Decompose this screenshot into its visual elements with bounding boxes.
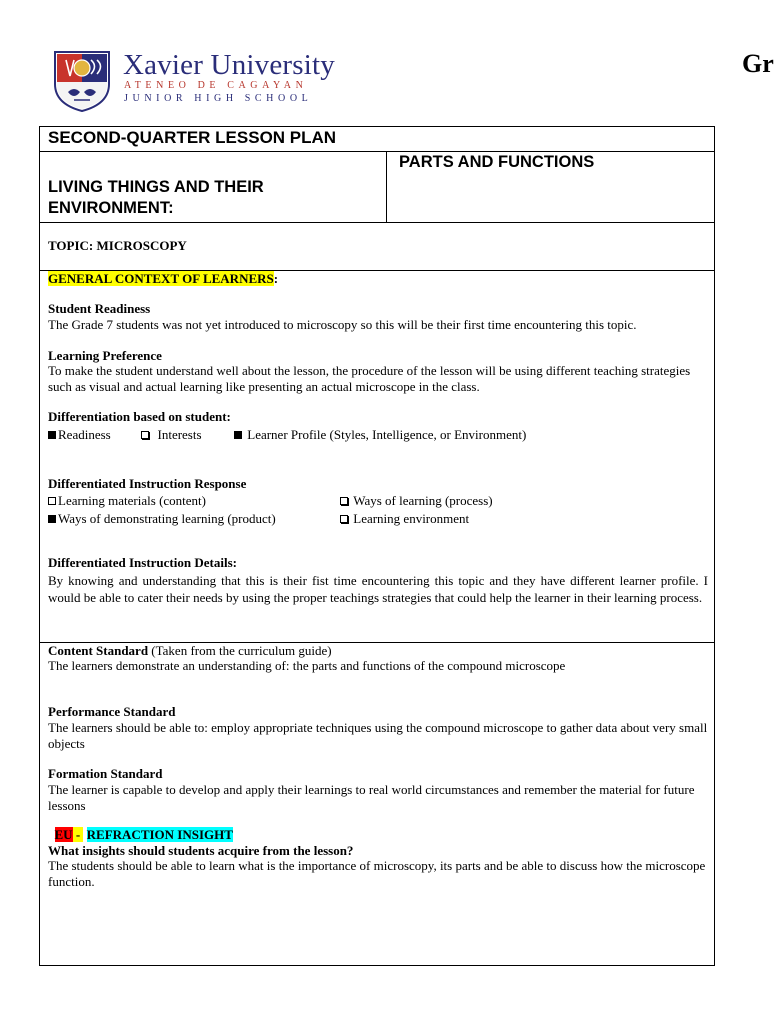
university-name: Xavier University <box>123 49 335 81</box>
details-text: By knowing and understanding that this is their fist time encountering this topic and they have different learner profile. I would be able to cater their needs by using the proper teachings strategies that could help the learner in their learning process. <box>48 573 708 605</box>
topic-label: TOPIC: MICROSCOPY <box>48 238 187 253</box>
differentiation-heading: Differentiation based on student: <box>48 409 231 424</box>
university-seal-icon <box>52 50 112 112</box>
response-option-learning-materials[interactable]: Learning materials (content) <box>48 493 206 509</box>
content-standard-heading: Content Standard (Taken from the curriculum guide) <box>48 643 332 658</box>
page-header <box>0 0 774 125</box>
corner-heading: Gr <box>742 49 774 78</box>
eu-heading <box>48 827 708 843</box>
learners-heading-colon: : <box>273 271 279 286</box>
formation-standard-text: The learner is capable to develop and apply their learnings to real world circumstances and remember the material for future lessons <box>48 782 695 813</box>
content-standard-text: The learners demonstrate an understanding of: the parts and functions of the compound microscope <box>48 658 566 673</box>
preference-text: To make the student understand well about the lesson, the procedure of the lesson will be using different teaching strategies such as visual and actual learning like presenting an actual microscope in the class. <box>48 363 691 394</box>
title-row <box>39 126 715 152</box>
differentiation-option-interests[interactable]: Interests <box>141 427 202 443</box>
filled-square-icon <box>48 515 56 523</box>
response-option-ways-of-learning[interactable]: Ways of learning (process) <box>340 493 493 509</box>
response-heading: Differentiated Instruction Response <box>48 476 247 491</box>
differentiation-option-learner-profile[interactable]: Learner Profile (Styles, Intelligence, or Environment) <box>234 427 526 443</box>
filled-square-icon <box>234 431 242 439</box>
university-subtitle-primary: ATENEO DE CAGAYAN <box>124 80 308 91</box>
response-option-learning-environment[interactable]: Learning environment <box>340 511 469 527</box>
insight-question: What insights should students acquire from the lesson? <box>48 843 354 858</box>
empty-square-icon <box>340 497 348 505</box>
unit-cell <box>39 151 387 223</box>
unit-title: LIVING THINGS AND THEIR ENVIRONMENT: <box>48 178 264 217</box>
empty-square-icon <box>141 431 149 439</box>
details-heading: Differentiated Instruction Details: <box>48 555 237 570</box>
plan-title: SECOND-QUARTER LESSON PLAN <box>48 128 337 147</box>
eu-tag: EU <box>54 827 73 842</box>
insight-text: The students should be able to learn what is the importance of microscopy, its parts and be able to discuss how the microscope function. <box>48 858 706 889</box>
subunit-cell <box>386 151 715 223</box>
filled-square-icon <box>48 431 56 439</box>
university-subtitle-secondary: JUNIOR HIGH SCHOOL <box>124 93 313 104</box>
empty-square-icon <box>48 497 56 505</box>
standards-section <box>39 642 715 966</box>
formation-standard-heading: Formation Standard <box>48 766 163 781</box>
performance-standard-heading: Performance Standard <box>48 704 176 719</box>
response-option-demonstrating-learning[interactable]: Ways of demonstrating learning (product) <box>48 511 276 527</box>
eu-dash: - <box>72 827 84 842</box>
performance-standard-text: The learners should be able to: employ appropriate techniques using the compound microscope to gather data about very small objects <box>48 720 708 751</box>
readiness-text: The Grade 7 students was not yet introduced to microscopy so this will be their first time encountering this topic. <box>48 317 637 332</box>
topic-row <box>39 222 715 271</box>
learners-section <box>39 270 715 643</box>
subunit-title: PARTS AND FUNCTIONS <box>399 153 595 171</box>
learners-heading-text: GENERAL CONTEXT OF LEARNERS <box>48 271 274 286</box>
empty-square-icon <box>340 515 348 523</box>
learners-heading <box>48 271 708 287</box>
readiness-heading: Student Readiness <box>48 301 151 316</box>
differentiation-option-readiness[interactable]: Readiness <box>48 427 111 443</box>
eu-label: REFRACTION INSIGHT <box>86 827 233 842</box>
preference-heading: Learning Preference <box>48 348 162 363</box>
